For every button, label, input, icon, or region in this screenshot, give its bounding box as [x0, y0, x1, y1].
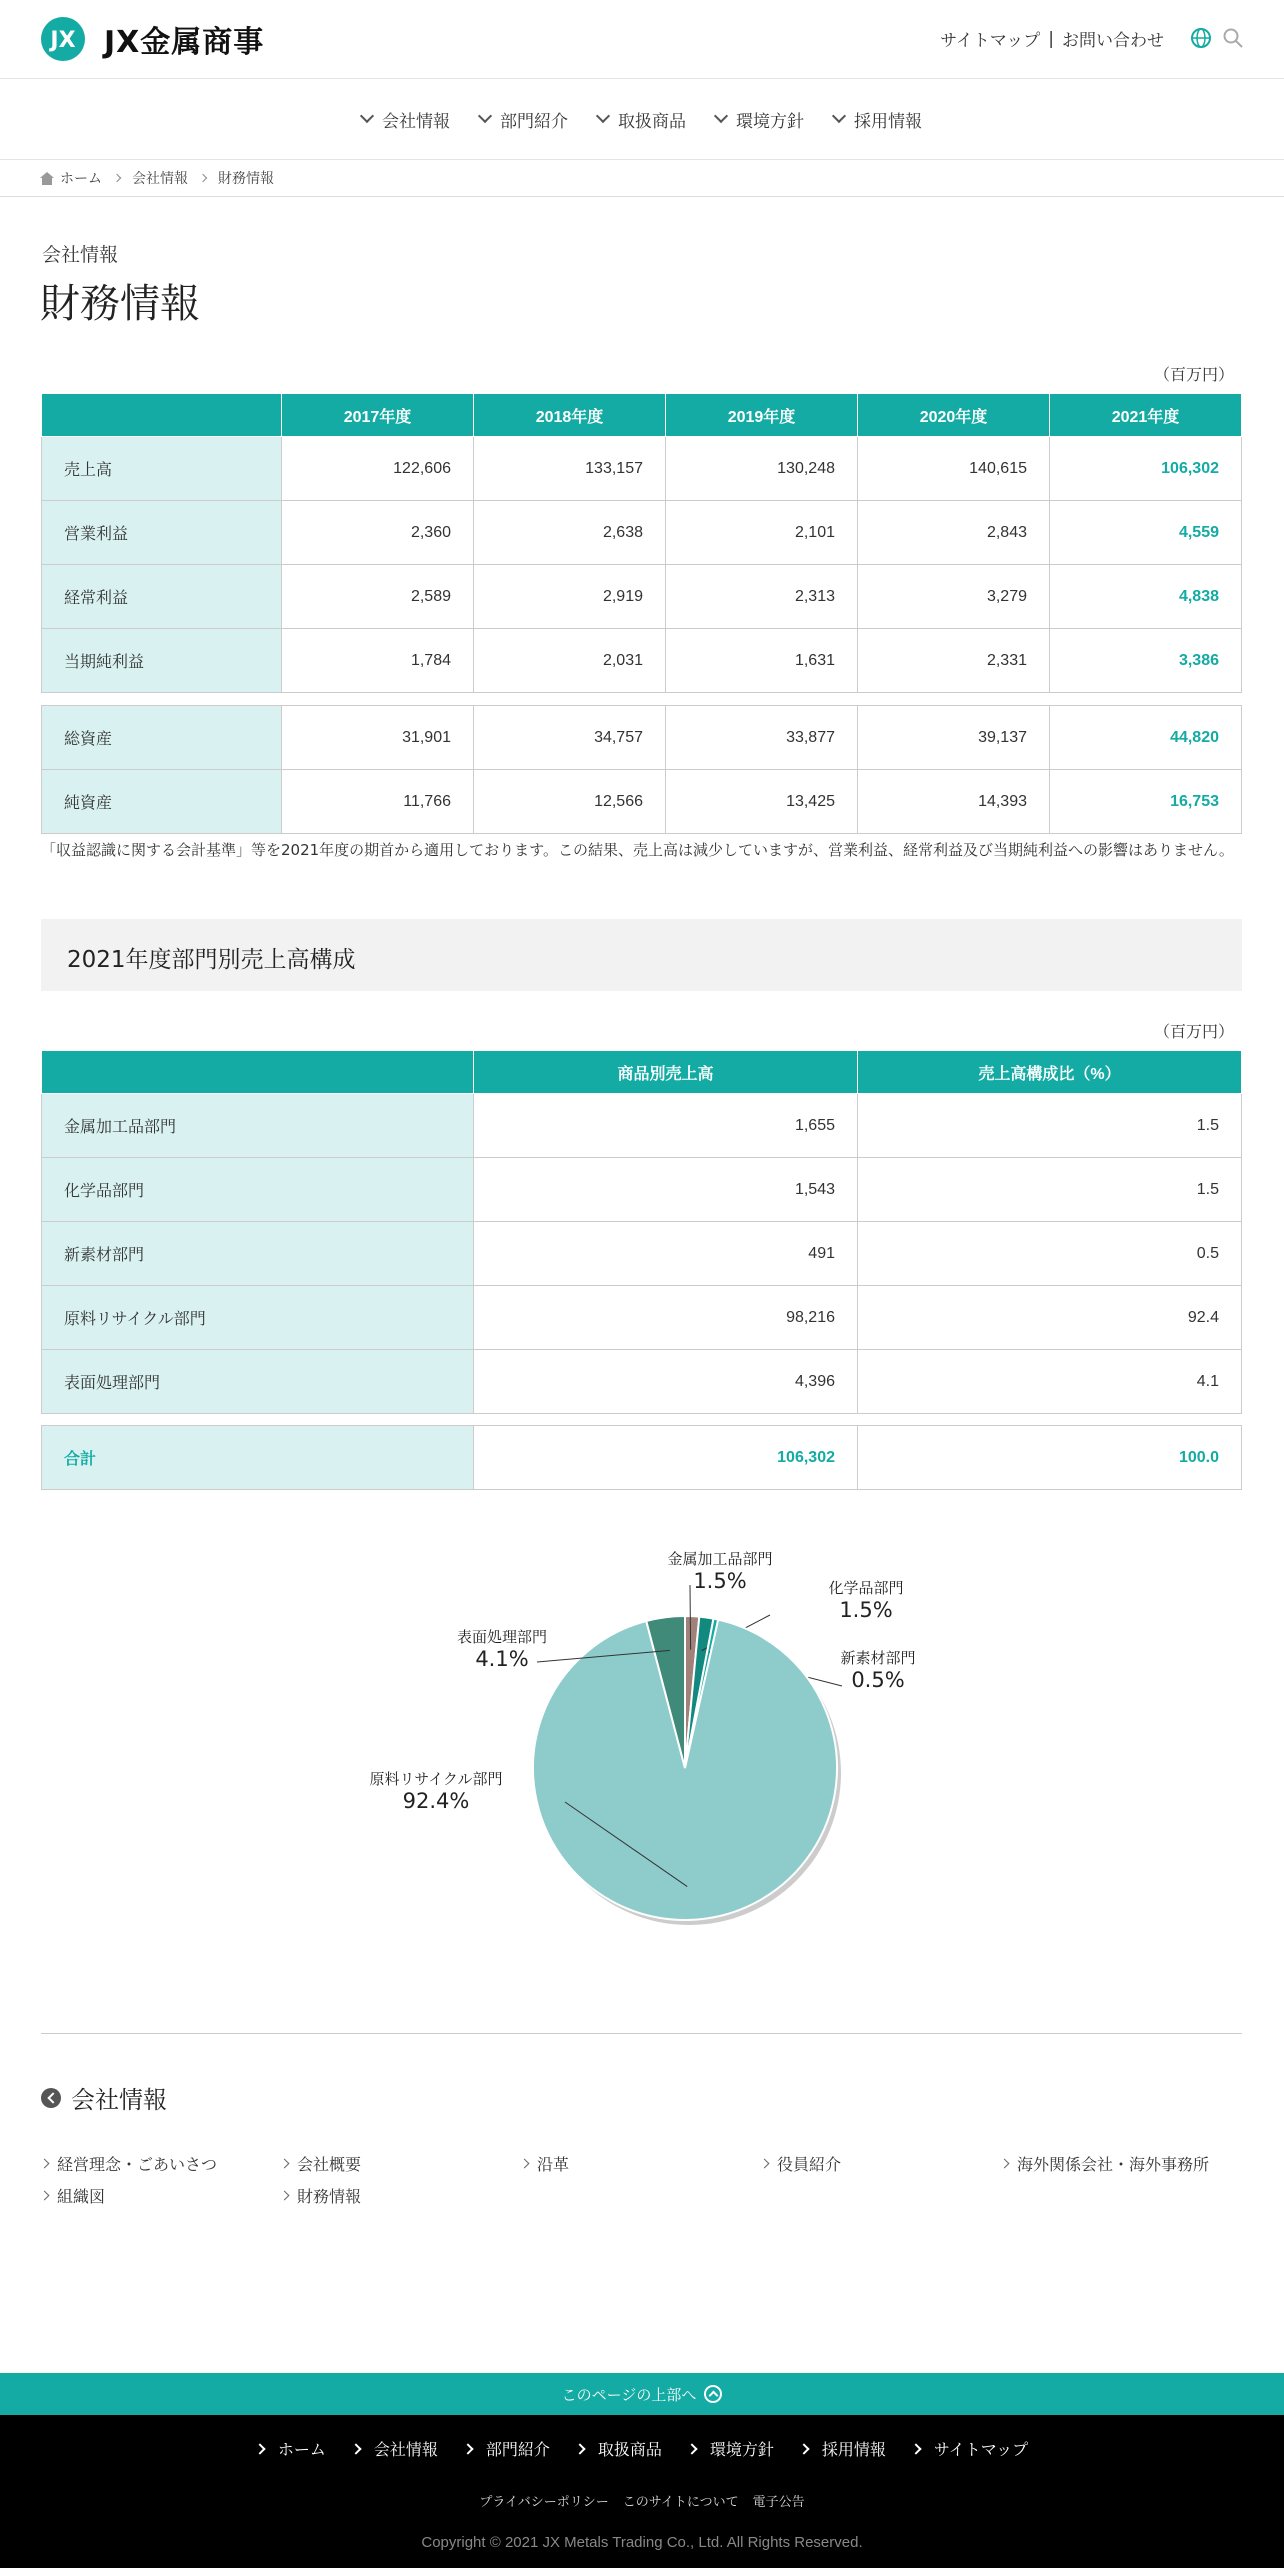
table-header-cell: 2019年度: [666, 394, 858, 437]
search-icon[interactable]: [1222, 27, 1244, 49]
nav-item-label: 会社情報: [382, 111, 450, 132]
jx-logo-mark: [40, 16, 94, 62]
copyright: Copyright © 2021 JX Metals Trading Co., Ltd. All Rights Reserved.: [421, 2534, 863, 2551]
nav-item-products[interactable]: [598, 107, 686, 132]
page-title: 財務情報: [40, 281, 200, 327]
row-label: 純資産: [42, 770, 282, 834]
pie-chart-svg: [350, 1540, 970, 1960]
total-sales: 106,302: [474, 1426, 858, 1490]
table-header-cell: 2018年度: [474, 394, 666, 437]
header-links: [940, 26, 1164, 51]
row-label: 営業利益: [42, 501, 282, 565]
chevron-down-icon: [832, 109, 846, 123]
chevron-right-icon: [280, 2191, 290, 2201]
breadcrumb-company[interactable]: 会社情報: [132, 171, 188, 187]
pie-slice-name: 金属加工品部門: [667, 1550, 773, 1568]
segment-label-cell: 表面処理部門: [42, 1350, 474, 1414]
site-logo[interactable]: [40, 16, 264, 62]
nav-item-label: 部門紹介: [500, 111, 568, 132]
arrow-up-icon: [704, 2385, 722, 2403]
segment-total-table: [41, 1425, 1242, 1490]
chevron-right-icon: [520, 2159, 530, 2169]
segment-label-cell: 金属加工品部門: [42, 1094, 474, 1158]
chevron-down-icon: [478, 109, 492, 123]
contact-link[interactable]: お問い合わせ: [1062, 31, 1164, 51]
table-row: [42, 565, 1242, 629]
table-cell: 4,838: [1050, 565, 1242, 629]
table-cell: 3,279: [858, 565, 1050, 629]
link-financial[interactable]: [281, 2184, 361, 2207]
segment-pie-chart: [350, 1540, 970, 1960]
footer-link-products[interactable]: [576, 2437, 662, 2460]
footer-link-label: 採用情報: [821, 2440, 886, 2459]
site-header: [0, 0, 1284, 78]
table-cell: 1,631: [666, 629, 858, 693]
footer-link-label: ホーム: [277, 2440, 326, 2459]
chevron-down-icon: [714, 109, 728, 123]
chevron-right-icon: [910, 2443, 921, 2454]
breadcrumb: [40, 160, 274, 196]
table-cell: 2,331: [858, 629, 1050, 693]
table-cell: 33,877: [666, 706, 858, 770]
segment-label-cell: 原料リサイクル部門: [42, 1286, 474, 1350]
segment-ratio-cell: 1.5: [858, 1158, 1242, 1222]
page-subtitle: 会社情報: [42, 244, 119, 266]
table-header-cell: 2020年度: [858, 394, 1050, 437]
breadcrumb-current: 財務情報: [218, 171, 274, 187]
breadcrumb-separator-icon: [199, 174, 207, 182]
table-row: [42, 706, 1242, 770]
assets-table: [41, 705, 1242, 834]
table-cell: 2,589: [282, 565, 474, 629]
row-label: 経常利益: [42, 565, 282, 629]
table-cell: 140,615: [858, 437, 1050, 501]
site-footer: [0, 2415, 1284, 2568]
nav-item-company[interactable]: [362, 107, 450, 132]
table-cell: 2,843: [858, 501, 1050, 565]
segment-heading: 2021年度部門別売上高構成: [67, 947, 356, 973]
table-cell: 2,638: [474, 501, 666, 565]
table-cell: 16,753: [1050, 770, 1242, 834]
footer-link-home[interactable]: [256, 2437, 326, 2460]
table-cell: 133,157: [474, 437, 666, 501]
table-header-corner: [42, 1051, 474, 1094]
footer-link-label: 会社情報: [373, 2440, 438, 2459]
footer-link-recruit[interactable]: [800, 2437, 886, 2460]
table-cell: 14,393: [858, 770, 1050, 834]
chevron-right-icon: [350, 2443, 361, 2454]
accounting-note: 「収益認識に関する会計基準」等を2021年度の期首から適用しております。この結果、売上高は減少していますが、営業利益、経常利益及び当期純利益への影響はありません。: [41, 841, 1234, 859]
segment-sales-cell: 4,396: [474, 1350, 858, 1414]
footer-link-environment[interactable]: [688, 2437, 774, 2460]
chevron-right-icon: [40, 2191, 50, 2201]
section-divider: [41, 2033, 1242, 2034]
link-philosophy[interactable]: [41, 2152, 217, 2175]
row-label: 当期純利益: [42, 629, 282, 693]
segment-sales-cell: 98,216: [474, 1286, 858, 1350]
table-header-corner: [42, 394, 282, 437]
table-row: [42, 1286, 1242, 1350]
pie-slice-percent: 4.1%: [475, 1647, 529, 1671]
table-cell: 2,031: [474, 629, 666, 693]
table-header-row: [42, 1051, 1242, 1094]
pie-slice-percent: 92.4%: [402, 1789, 470, 1813]
company-nav-heading[interactable]: [41, 2080, 167, 2115]
public-notice-link[interactable]: 電子公告: [752, 2495, 805, 2510]
privacy-link[interactable]: プライバシーポリシー: [479, 2495, 609, 2510]
table-row-total: [42, 1426, 1242, 1490]
table-row: [42, 501, 1242, 565]
table-header-cell: 2021年度: [1050, 394, 1242, 437]
nav-item-divisions[interactable]: [480, 107, 568, 132]
table-cell: 39,137: [858, 706, 1050, 770]
footer-sub-links: [0, 2491, 1284, 2510]
segment-sales-cell: 1,543: [474, 1158, 858, 1222]
link-history[interactable]: [521, 2152, 569, 2175]
table-cell: 2,919: [474, 565, 666, 629]
chevron-right-icon: [686, 2443, 697, 2454]
footer-link-company[interactable]: [352, 2437, 438, 2460]
footer-link-label: 取扱商品: [597, 2440, 662, 2459]
about-site-link[interactable]: このサイトについて: [622, 2495, 739, 2510]
table-row: [42, 437, 1242, 501]
globe-icon[interactable]: [1190, 27, 1212, 49]
table-cell: 2,313: [666, 565, 858, 629]
link-label: 海外関係会社・海外事務所: [1017, 2155, 1210, 2174]
global-nav: [0, 78, 1284, 160]
breadcrumb-divider: [0, 196, 1284, 197]
chevron-right-icon: [1000, 2159, 1010, 2169]
segment-unit: （百万円）: [1153, 1022, 1234, 1041]
header-link-separator: |: [1048, 28, 1054, 49]
table-row: [42, 629, 1242, 693]
table-header-cell: 商品別売上高: [474, 1051, 858, 1094]
link-label: 沿革: [537, 2155, 570, 2174]
table-row: [42, 1222, 1242, 1286]
table-cell: 122,606: [282, 437, 474, 501]
footer-link-sitemap[interactable]: [912, 2437, 1028, 2460]
segment-section-header: [41, 919, 1242, 991]
link-overseas[interactable]: [1001, 2152, 1209, 2175]
segment-ratio-cell: 4.1: [858, 1350, 1242, 1414]
table-cell: 12,566: [474, 770, 666, 834]
link-overview[interactable]: [281, 2152, 361, 2175]
table-cell: 44,820: [1050, 706, 1242, 770]
table-header-cell: 2017年度: [282, 394, 474, 437]
finance-table: [41, 393, 1242, 693]
total-label: 合計: [42, 1426, 474, 1490]
footer-link-divisions[interactable]: [464, 2437, 550, 2460]
company-nav-title: 会社情報: [71, 2086, 167, 2114]
table-row: [42, 1094, 1242, 1158]
pie-slice-percent: 1.5%: [839, 1598, 893, 1622]
chevron-right-icon: [798, 2443, 809, 2454]
footer-link-label: 部門紹介: [485, 2440, 550, 2459]
link-org-chart[interactable]: [41, 2184, 105, 2207]
table-cell: 130,248: [666, 437, 858, 501]
table-cell: 34,757: [474, 706, 666, 770]
table-cell: 106,302: [1050, 437, 1242, 501]
logo-mark-text: JX: [50, 28, 76, 53]
link-label: 経営理念・ごあいさつ: [57, 2155, 218, 2174]
back-arrow-icon: [41, 2088, 61, 2108]
segment-sales-cell: 491: [474, 1222, 858, 1286]
chevron-down-icon: [596, 109, 610, 123]
nav-item-label: 採用情報: [854, 111, 922, 132]
chevron-right-icon: [40, 2159, 50, 2169]
table-cell: 2,101: [666, 501, 858, 565]
table-header-cell: 売上高構成比（%）: [858, 1051, 1242, 1094]
table-cell: 1,784: [282, 629, 474, 693]
segment-table: [41, 1050, 1242, 1414]
nav-item-environment[interactable]: [716, 107, 804, 132]
segment-sales-cell: 1,655: [474, 1094, 858, 1158]
chevron-right-icon: [462, 2443, 473, 2454]
total-ratio: 100.0: [858, 1426, 1242, 1490]
chevron-right-icon: [280, 2159, 290, 2169]
footer-nav: [0, 2437, 1284, 2460]
chevron-right-icon: [574, 2443, 585, 2454]
nav-item-label: 環境方針: [736, 111, 804, 132]
footer-link-label: サイトマップ: [933, 2440, 1029, 2459]
pie-leader-line: [690, 1585, 691, 1650]
table-cell: 11,766: [282, 770, 474, 834]
pie-slice-name: 表面処理部門: [456, 1628, 548, 1646]
segment-ratio-cell: 0.5: [858, 1222, 1242, 1286]
chevron-down-icon: [360, 109, 374, 123]
table-cell: 4,559: [1050, 501, 1242, 565]
footer-link-label: 環境方針: [709, 2440, 774, 2459]
segment-label-cell: 新素材部門: [42, 1222, 474, 1286]
link-label: 財務情報: [297, 2187, 362, 2206]
chevron-right-icon: [254, 2443, 265, 2454]
segment-label-cell: 化学品部門: [42, 1158, 474, 1222]
table-cell: 2,360: [282, 501, 474, 565]
breadcrumb-separator-icon: [113, 174, 121, 182]
home-icon: [40, 172, 54, 185]
table-row: [42, 1158, 1242, 1222]
chevron-right-icon: [760, 2159, 770, 2169]
table-cell: 31,901: [282, 706, 474, 770]
table-row: [42, 1350, 1242, 1414]
link-officers[interactable]: [761, 2152, 841, 2175]
link-label: 組織図: [57, 2187, 106, 2206]
back-to-top-button[interactable]: [0, 2373, 1284, 2415]
table-header-row: [42, 394, 1242, 437]
pie-slice-percent: 0.5%: [851, 1668, 905, 1692]
row-label: 総資産: [42, 706, 282, 770]
nav-item-label: 取扱商品: [618, 111, 686, 132]
back-to-top-label: このページの上部へ: [561, 2385, 697, 2404]
segment-ratio-cell: 92.4: [858, 1286, 1242, 1350]
sitemap-link[interactable]: サイトマップ: [940, 31, 1041, 51]
pie-slice-percent: 1.5%: [693, 1569, 747, 1593]
pie-slice-name: 原料リサイクル部門: [369, 1770, 503, 1788]
link-label: 役員紹介: [777, 2155, 842, 2174]
segment-ratio-cell: 1.5: [858, 1094, 1242, 1158]
finance-unit: （百万円）: [1153, 365, 1234, 384]
table-cell: 3,386: [1050, 629, 1242, 693]
breadcrumb-home[interactable]: ホーム: [60, 171, 102, 187]
pie-slice-name: 新素材部門: [840, 1649, 916, 1667]
pie-slice-name: 化学品部門: [828, 1579, 904, 1597]
table-row: [42, 770, 1242, 834]
row-label: 売上高: [42, 437, 282, 501]
nav-item-recruit[interactable]: [834, 107, 922, 132]
link-label: 会社概要: [297, 2155, 362, 2174]
logo-text: JX金属商事: [104, 25, 265, 60]
table-cell: 13,425: [666, 770, 858, 834]
